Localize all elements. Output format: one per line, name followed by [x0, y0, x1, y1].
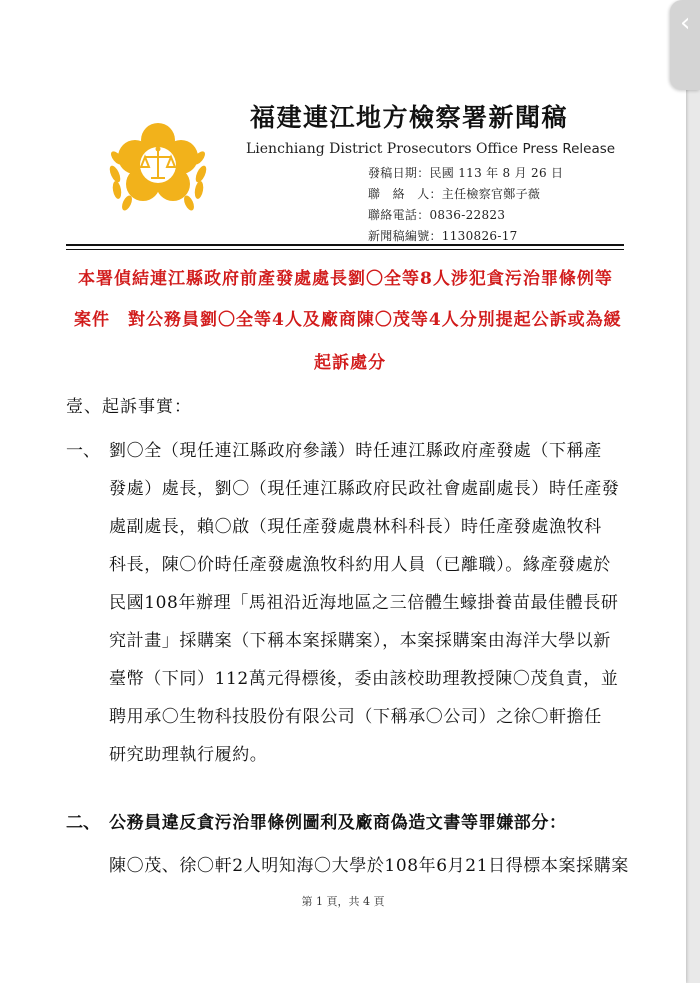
item-1-line-5: 民國108年辦理「馬祖沿近海地區之三倍體生蠔掛養苗最佳體長研: [109, 593, 619, 613]
item-1-line-6: 究計畫」採購案（下稱本案採購案），本案採購案由海洋大學以新: [109, 631, 611, 651]
office-english-name: Lienchiang District Prosecutors Office: [246, 141, 519, 157]
press-release-label: Press Release: [522, 141, 616, 157]
press-release-title: 福建連江地方檢察署新聞稿: [250, 103, 569, 132]
item-1-line-9: 研究助理執行履約。: [109, 745, 268, 765]
item-2-number: 二、: [66, 813, 100, 833]
contact-phone: 聯絡電話：0836-22823: [368, 208, 506, 222]
headline-line-3: 起訴處分: [314, 353, 386, 373]
item-1-line-2: 發處）處長，劉〇（現任連江縣政府民政社會處副處長）時任產發: [109, 479, 620, 499]
header-rule-thick: [66, 244, 624, 246]
item-1-line-7: 臺幣（下同）112萬元得標後，委由該校助理教授陳〇茂負責，並: [109, 669, 619, 689]
collapse-panel-tab[interactable]: [670, 0, 700, 90]
section-heading-indictment-facts: 壹、起訴事實：: [66, 397, 192, 417]
item-1-line-4: 科長，陳〇价時任產發處漁牧科約用人員（已離職）。緣產發處於: [109, 555, 611, 575]
page-number: 第 1 頁，共 4 頁: [301, 895, 385, 908]
release-number: 新聞稿編號：1130826-17: [368, 229, 518, 243]
headline-line-1: 本署偵結連江縣政府前產發處處長劉〇全等8人涉犯貪污治罪條例等: [78, 269, 613, 289]
item-2-line-1: 陳〇茂、徐〇軒2人明知海〇大學於108年6月21日得標本案採購案: [109, 856, 629, 876]
contact-person: 聯 絡 人：主任檢察官鄭子薇: [368, 187, 541, 201]
chevron-left-icon: ‹: [680, 8, 691, 38]
item-1-line-8: 聘用承〇生物科技股份有限公司（下稱承〇公司）之徐〇軒擔任: [109, 707, 602, 727]
item-2-heading: 公務員違反貪污治罪條例圖利及廠商偽造文書等罪嫌部分：: [109, 813, 567, 833]
item-1-line-1: 劉〇全（現任連江縣政府參議）時任連江縣政府產發處（下稱產: [109, 441, 602, 461]
release-date: 發稿日期：民國 113 年 8 月 26 日: [368, 166, 564, 180]
prosecutors-office-emblem-icon: [103, 112, 213, 222]
header-rule-thin: [66, 249, 624, 250]
office-subtitle: [246, 141, 615, 157]
headline-line-2: 案件 對公務員劉〇全等4人及廠商陳〇茂等4人分別提起公訴或為緩: [74, 310, 622, 330]
item-1-line-3: 處副處長，賴〇啟（現任產發處農林科科長）時任產發處漁牧科: [109, 517, 602, 537]
item-1-number: 一、: [66, 441, 100, 461]
